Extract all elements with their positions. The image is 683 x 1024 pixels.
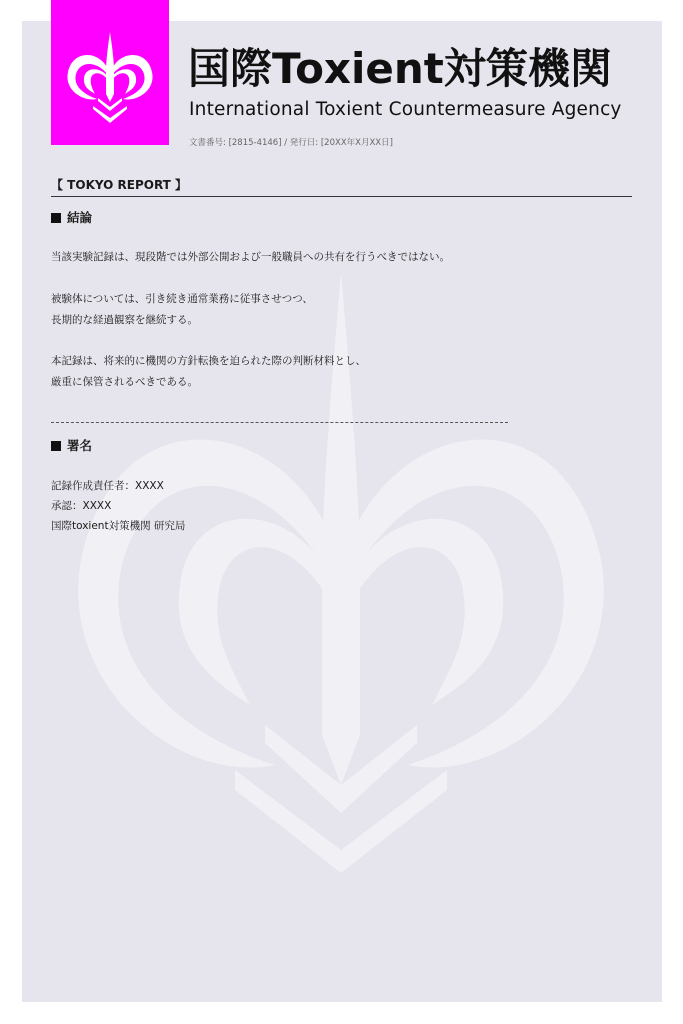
square-bullet-icon (51, 213, 61, 223)
logo-block (51, 0, 169, 145)
conclusion-line: 厳重に保管されるべきである。 (51, 376, 198, 388)
report-label: 【 TOKYO REPORT 】 (51, 178, 188, 192)
conclusion-line: 当該実験記録は、現段階では外部公開および一般職員への共有を行うべきではない。 (51, 251, 450, 263)
signature-line: 国際toxient対策機関 研究局 (51, 520, 186, 532)
conclusion-line: 長期的な経過観察を継続する。 (51, 314, 198, 326)
signature-heading-text: 署名 (67, 438, 93, 453)
conclusion-line: 本記録は、将来的に機関の方針転換を迫られた際の判断材料とし、 (51, 355, 366, 367)
conclusion-heading (51, 208, 92, 226)
header-divider (51, 196, 632, 197)
conclusion-heading-text: 結論 (67, 210, 93, 225)
section-divider (51, 422, 508, 423)
signature-line: 記録作成責任者：XXXX (51, 480, 164, 492)
agency-title: 国際Toxient対策機関 (188, 44, 612, 93)
document-meta: 文書番号: [2815-4146] / 発行日: [20XX年X月XX日] (189, 138, 393, 148)
signature-line: 承認：XXXX (51, 500, 112, 512)
square-bullet-icon (51, 441, 61, 451)
crest-icon (65, 32, 155, 127)
conclusion-line: 被験体については、引き続き通常業務に従事させつつ、 (51, 293, 313, 305)
agency-title-english: International Toxient Countermeasure Agency (189, 99, 622, 120)
signature-heading (51, 436, 92, 454)
